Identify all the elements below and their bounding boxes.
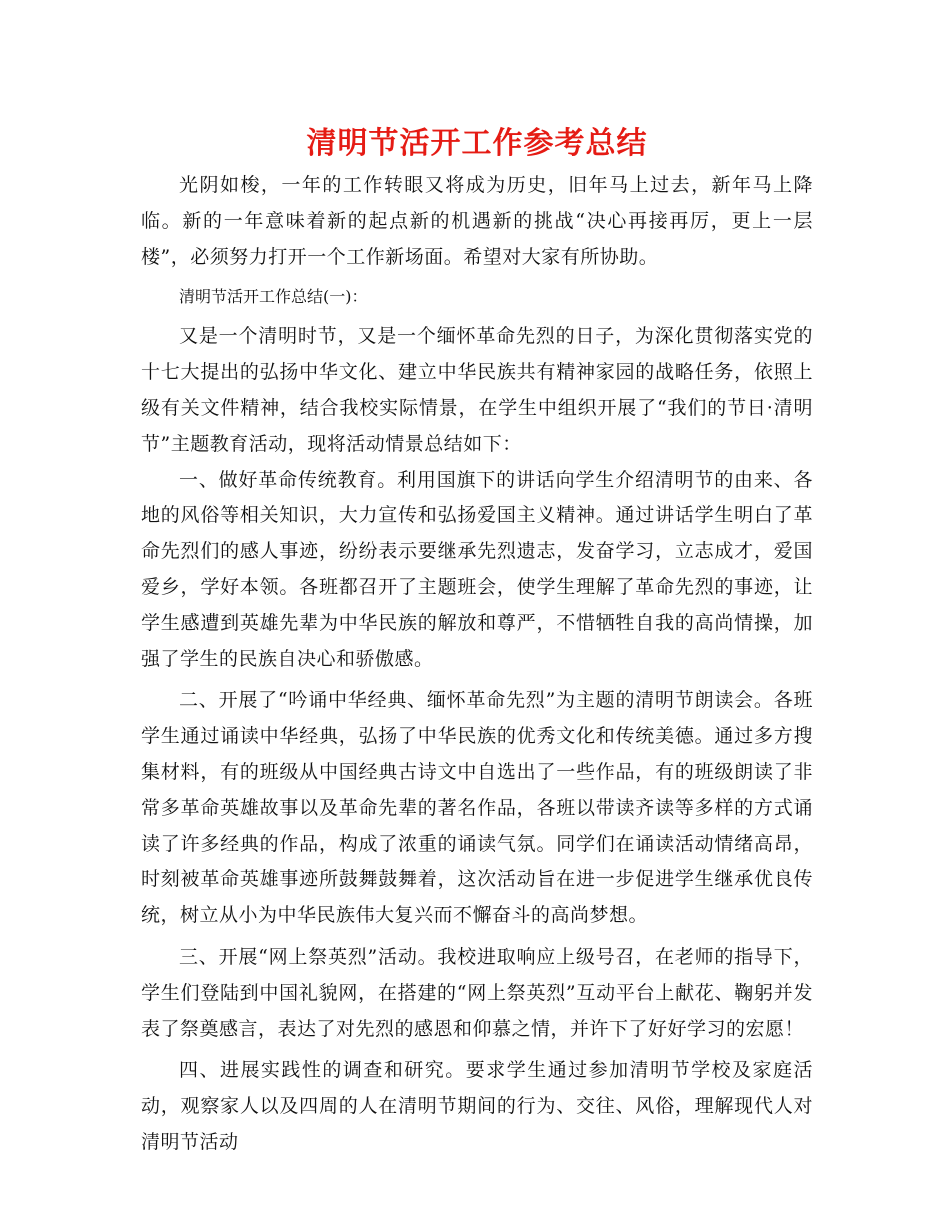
document-title: 清明节活开工作参考总结 (306, 126, 648, 161)
body-paragraph-one: 一、做好革命传统教育。利用国旗下的讲话向学生介绍清明节的由来、各地的风俗等相关知识，大力宣传和弘扬爱国主义精神。通过讲话学生明白了革命先烈们的感人事迹，纷纷表示要继承先烈遗志，发奋学习，立志成才，爱国爱乡，学好本领。各班都召开了主题班会，使学生理解了革命先烈的事迹，让学生感遭到英雄先辈为中华民族的解放和尊严，不惜牺牲自我的高尚情操，加强了学生的民族自决心和骄傲感。 (141, 468, 813, 670)
intro-paragraph: 光阴如梭，一年的工作转眼又将成为历史，旧年马上过去，新年马上降临。新的一年意味着新的起点新的机遇新的挑战“决心再接再厉，更上一层楼”，必须努力打开一个工作新场面。希望对大家有所协助。 (141, 174, 813, 268)
body-paragraph-three: 三、开展“网上祭英烈”活动。我校进取响应上级号召，在老师的指导下，学生们登陆到中国礼貌网，在搭建的“网上祭英烈”互动平台上献花、鞠躬并发表了祭奠感言，表达了对先烈的感恩和仰慕之情，并许下了好好学习的宏愿！ (141, 945, 813, 1040)
body-paragraph-four: 四、进展实践性的调查和研究。要求学生通过参加清明节学校及家庭活动，观察家人以及四周的人在清明节期间的行为、交往、风俗，理解现代人对清明节活动 (141, 1059, 813, 1153)
document-page (141, 120, 813, 1161)
body-paragraph-two: 二、开展了“吟诵中华经典、缅怀革命先烈”为主题的清明节朗读会。各班学生通过诵读中华经典，弘扬了中华民族的优秀文化和传统美德。通过多方搜集材料，有的班级从中国经典古诗文中自选出了一些作品，有的班级朗读了非常多革命英雄故事以及革命先辈的著名作品，各班以带读齐读等多样的方式诵读了许多经典的作品，构成了浓重的诵读气氛。同学们在诵读活动情绪高昂，时刻被革命英雄事迹所鼓舞鼓舞着，这次活动旨在进一步促进学生继承优良传统，树立从小为中华民族伟大复兴而不懈奋斗的高尚梦想。 (141, 689, 813, 927)
body-paragraph-opening: 又是一个清明时节，又是一个缅怀革命先烈的日子，为深化贯彻落实党的十七大提出的弘扬中华文化、建立中华民族共有精神家园的战略任务，依照上级有关文件精神，结合我校实际情景，在学生中组织开展了“我们的节日·清明节”主题教育活动，现将活动情景总结如下： (141, 325, 813, 455)
section-heading: 清明节活开工作总结(一)： (179, 287, 368, 307)
